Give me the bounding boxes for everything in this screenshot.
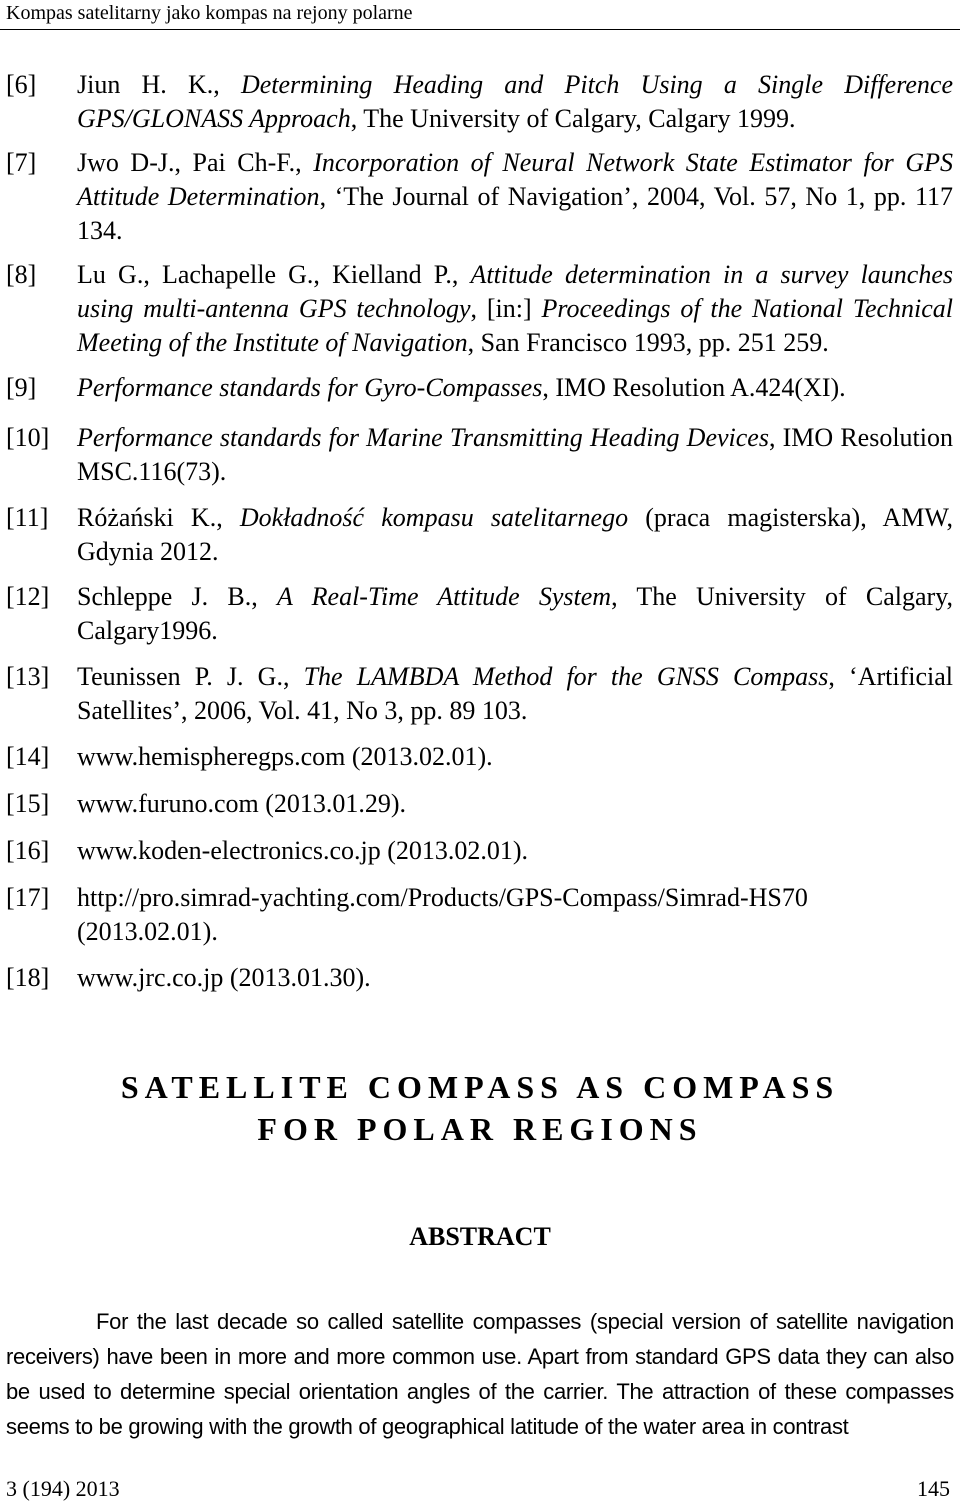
- reference-title: Dokładność kompasu satelitarnego: [239, 503, 629, 532]
- reference-proceedings-title: Proceedings of the National Technical Meeting of the Institute of Navigation: [77, 294, 954, 357]
- page-number: 145: [917, 1476, 950, 1501]
- reference-details: , The University of Calgary, Calgary 1999.: [350, 104, 796, 133]
- reference-details: , [in:]: [470, 294, 542, 323]
- reference-number: [12]: [6, 582, 50, 611]
- reference-number: [14]: [6, 742, 50, 771]
- reference-url: http://pro.simrad-yachting.com/Products/GPS-Compass/Simrad-HS70 (2013.02.01).: [77, 883, 808, 946]
- article-title-line-1: SATELLITE COMPASS AS COMPASS: [120, 1069, 840, 1105]
- reference-url: www.furuno.com (2013.01.29).: [77, 789, 407, 818]
- reference-number: [18]: [6, 963, 50, 992]
- reference-title: Determining Heading and Pitch Using a Single Difference GPS/GLONASS Approach: [77, 70, 953, 133]
- reference-details: , IMO Resolution MSC.116(73).: [77, 423, 953, 486]
- reference-url: www.jrc.co.jp (2013.01.30).: [77, 963, 371, 992]
- reference-authors: Lu G., Lachapelle G., Kielland P.,: [77, 260, 471, 289]
- reference-details: , ‘Artificial Satellites’, 2006, Vol. 41, No 3, pp. 89 103.: [77, 662, 953, 725]
- reference-title: The LAMBDA Method for the GNSS Compass: [303, 662, 829, 691]
- reference-details: , The University of Calgary, Calgary1996.: [77, 582, 954, 645]
- reference-details: (praca magisterska), AMW, Gdynia 2012.: [77, 503, 953, 566]
- reference-number: [10]: [6, 423, 50, 452]
- reference-details: , ‘The Journal of Navigation’, 2004, Vol. 57, No 1, pp. 117 134.: [77, 182, 953, 245]
- reference-number: [9]: [6, 373, 37, 402]
- reference-text: [77, 501, 953, 569]
- reference-authors: Teunissen P. J. G.,: [77, 662, 304, 691]
- reference-number: [8]: [6, 260, 37, 289]
- reference-number: [13]: [6, 662, 50, 691]
- reference-details: , IMO Resolution A.424(XI).: [542, 373, 846, 402]
- reference-number: [11]: [6, 503, 49, 532]
- reference-title: Attitude determination in a survey launches using multi-antenna GPS technology: [77, 260, 953, 323]
- reference-number: [16]: [6, 836, 50, 865]
- journal-issue: 3 (194) 2013: [6, 1476, 120, 1501]
- article-title-line-2: FOR POLAR REGIONS: [257, 1111, 703, 1147]
- reference-title: Incorporation of Neural Network State Estimator for GPS Attitude Determination: [77, 148, 953, 211]
- reference-text: [77, 258, 953, 360]
- reference-authors: Schleppe J. B.,: [77, 582, 277, 611]
- reference-title: A Real-Time Attitude System: [277, 582, 612, 611]
- reference-number: [17]: [6, 883, 50, 912]
- reference-text: [77, 146, 953, 248]
- abstract-text: For the last decade so called satellite compasses (special version of satellite navigation receivers) have been in more and more common use. Apart from standard GPS data they can also be used to determine special orientation angles of the carrier. The attraction of these compasses seems to be growing with the growth of geographical latitude of the water area in contrast: [6, 1309, 954, 1439]
- reference-title: Performance standards for Marine Transmitting Heading Devices: [77, 423, 769, 452]
- reference-authors: Jwo D-J., Pai Ch-F.,: [77, 148, 314, 177]
- reference-text: [77, 660, 953, 728]
- reference-text: [77, 580, 953, 648]
- reference-url: www.koden-electronics.co.jp (2013.02.01).: [77, 836, 529, 865]
- abstract-heading: ABSTRACT: [409, 1222, 551, 1251]
- article-title: [0, 1066, 960, 1150]
- reference-text: [77, 371, 953, 405]
- running-header: [0, 0, 960, 30]
- reference-title: Performance standards for Gyro-Compasses: [77, 373, 543, 402]
- reference-authors: Różański K.,: [77, 503, 240, 532]
- running-title: Kompas satelitarny jako kompas na rejony polarne: [6, 2, 413, 24]
- reference-number: [15]: [6, 789, 50, 818]
- reference-text: [77, 421, 953, 489]
- reference-url: www.hemispheregps.com (2013.02.01).: [77, 742, 493, 771]
- reference-number: [6]: [6, 70, 37, 99]
- reference-number: [7]: [6, 148, 37, 177]
- reference-details-2: , San Francisco 1993, pp. 251 259.: [467, 328, 829, 357]
- reference-authors: Jiun H. K.,: [77, 70, 241, 99]
- reference-text: [77, 68, 953, 136]
